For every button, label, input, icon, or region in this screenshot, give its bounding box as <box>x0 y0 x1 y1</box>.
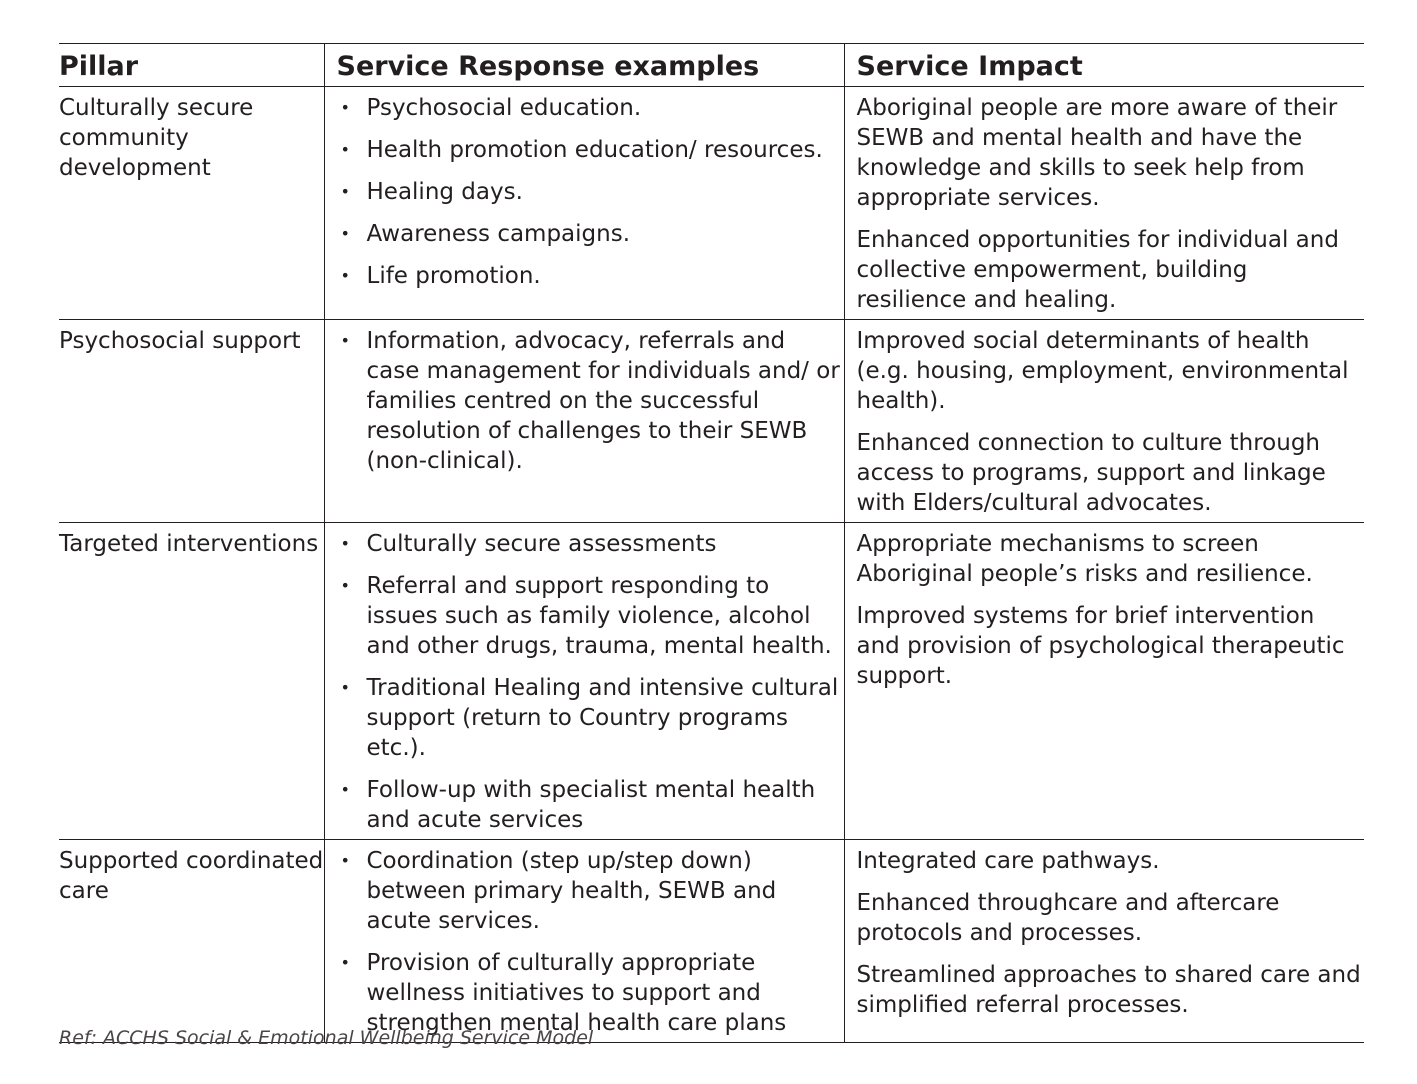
list-item: • Coordination (step up/step down) between primary health, SEWB and acute services. <box>337 846 844 936</box>
impact-paragraph: Enhanced opportunities for individual and collective empowerment, building resilience and healing. <box>856 227 1339 313</box>
responses-cell <box>324 840 844 1043</box>
impact-cell <box>844 523 1364 840</box>
sewb-service-table <box>59 43 1364 1043</box>
pillar-cell: Culturally secure community development <box>59 87 324 320</box>
pillar-cell: Psychosocial support <box>59 320 324 523</box>
impact-paragraph: Improved systems for brief intervention and provision of psychological therapeutic support. <box>856 603 1345 689</box>
impact-paragraph: Enhanced throughcare and aftercare protocols and processes. <box>856 890 1280 946</box>
table-row <box>59 87 1364 320</box>
list-item: • Psychosocial education. <box>337 93 844 123</box>
list-item: • Healing days. <box>337 177 844 207</box>
pillar-cell: Supported coordinated care <box>59 840 324 1043</box>
list-item: • Traditional Healing and intensive cultural support (return to Country programs etc.). <box>337 673 844 763</box>
list-item: • Life promotion. <box>337 261 844 291</box>
header-pillar: Pillar <box>59 44 324 87</box>
reference-note: Ref: ACCHS Social & Emotional Wellbeing Service Model <box>59 1027 594 1049</box>
table-row <box>59 320 1364 523</box>
header-service-response: Service Response examples <box>324 44 844 87</box>
response-list <box>337 529 844 835</box>
list-item: • Follow-up with specialist mental health and acute services <box>337 775 844 835</box>
responses-cell <box>324 320 844 523</box>
pillar-cell: Targeted interventions <box>59 523 324 840</box>
impact-paragraph: Appropriate mechanisms to screen Aboriginal people’s risks and resilience. <box>856 531 1313 587</box>
responses-cell <box>324 87 844 320</box>
responses-cell <box>324 523 844 840</box>
impact-cell <box>844 320 1364 523</box>
impact-paragraph: Improved social determinants of health (e.g. housing, employment, environmental health). <box>856 328 1349 414</box>
impact-paragraph: Aboriginal people are more aware of their SEWB and mental health and have the knowledge and skills to seek help from appropriate services. <box>856 95 1338 211</box>
impact-paragraph: Streamlined approaches to shared care and simplified referral processes. <box>856 962 1361 1018</box>
list-item: • Referral and support responding to issues such as family violence, alcohol and other drugs, trauma, mental health. <box>337 571 844 661</box>
list-item: • Health promotion education/ resources. <box>337 135 844 165</box>
response-list <box>337 93 844 291</box>
document <box>59 43 1364 1043</box>
table-row <box>59 523 1364 840</box>
list-item: • Culturally secure assessments <box>337 529 844 559</box>
table-row <box>59 840 1364 1043</box>
impact-cell <box>844 87 1364 320</box>
response-list <box>337 846 844 1038</box>
list-item: • Information, advocacy, referrals and case management for individuals and/ or families centred on the successful resolution of challenges to their SEWB (non-clinical). <box>337 326 844 476</box>
header-service-impact: Service Impact <box>844 44 1364 87</box>
list-item: • Provision of culturally appropriate wellness initiatives to support and strengthen mental health care plans <box>337 948 844 1038</box>
header-row <box>59 44 1364 87</box>
impact-paragraph: Enhanced connection to culture through access to programs, support and linkage with Elders/cultural advocates. <box>856 430 1326 516</box>
list-item: • Awareness campaigns. <box>337 219 844 249</box>
impact-cell <box>844 840 1364 1043</box>
impact-paragraph: Integrated care pathways. <box>856 848 1160 874</box>
response-list <box>337 326 844 476</box>
